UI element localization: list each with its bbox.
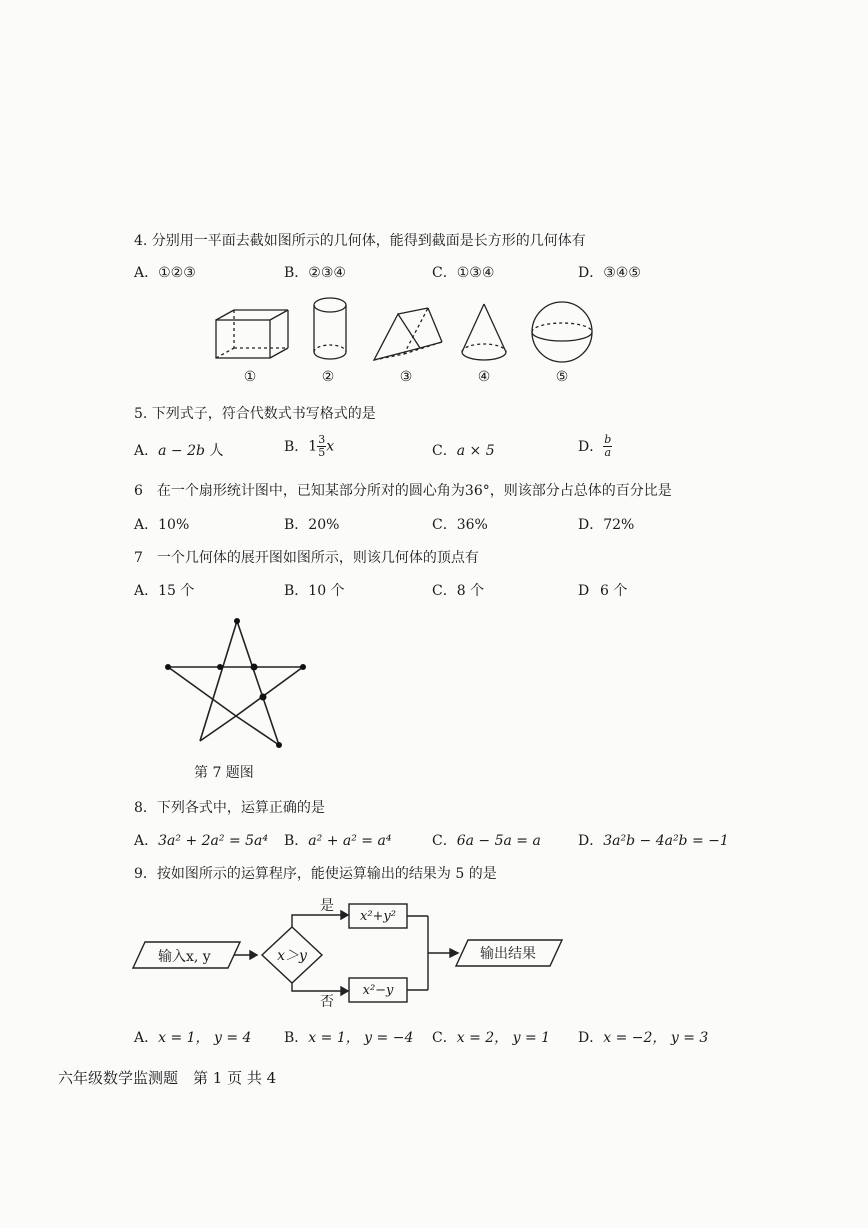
question-5-stem: 5. 下列式子，符合代数式书写格式的是 — [134, 406, 376, 422]
q8-option-b: B．a² + a² = a⁴ — [284, 833, 392, 849]
flow-input-label: 输入x, y — [158, 949, 211, 965]
q4-option-b: B．②③④ — [284, 265, 346, 281]
flow-condition-label: x＞y — [277, 948, 307, 964]
question-4-options — [134, 262, 754, 286]
q5-option-c: C．a × 5 — [432, 443, 495, 459]
q5-option-a: A．a − 2b 人 — [134, 443, 224, 459]
q4-option-a: A．①②③ — [134, 265, 196, 281]
q4-option-d: D．③④⑤ — [578, 265, 641, 281]
q6-option-a: A．10% — [134, 517, 190, 533]
q4-solids-figure — [0, 290, 868, 390]
q9-option-a: A．x = 1， y = 4 — [134, 1030, 252, 1046]
question-7-stem: 7 一个几何体的展开图如图所示，则该几何体的顶点有 — [134, 550, 479, 566]
question-8-options — [134, 830, 754, 854]
flow-yes-operation: x²+y² — [360, 909, 396, 924]
flow-output-label: 输出结果 — [480, 946, 536, 962]
question-7-options — [134, 580, 754, 604]
flow-no-label: 否 — [320, 994, 334, 1010]
page-footer: 六年级数学监测题 第 1 页 共 4 — [58, 1069, 277, 1087]
solid-label-1: ① — [243, 369, 257, 385]
question-9-stem: 9．按如图所示的运算程序，能使运算输出的结果为 5 的是 — [134, 866, 497, 882]
q8-option-a: A．3a² + 2a² = 5a⁴ — [134, 833, 268, 849]
sphere-shape — [532, 302, 592, 362]
question-8-stem: 8．下列各式中，运算正确的是 — [134, 800, 325, 816]
question-6-options — [134, 514, 754, 538]
star-net-figure — [0, 615, 868, 755]
q9-option-b: B．x = 1， y = −4 — [284, 1030, 414, 1046]
cone-shape — [462, 304, 506, 360]
question-6-stem: 6 在一个扇形统计图中，已知某部分所对的圆心角为36°，则该部分占总体的百分比是 — [134, 483, 672, 499]
cylinder-shape — [314, 298, 346, 359]
solid-label-4: ④ — [477, 369, 491, 385]
q7-option-b: B．10 个 — [284, 583, 345, 599]
prism-shape — [374, 308, 442, 360]
q6-option-d: D．72% — [578, 517, 635, 533]
solid-label-5: ⑤ — [555, 369, 569, 385]
q8-option-d: D．3a²b − 4a²b = −1 — [578, 833, 729, 849]
question-9-options — [134, 1027, 754, 1051]
q6-option-b: B．20% — [284, 517, 340, 533]
q5-option-b: B．1 $\frac{3}{5}$ x — [284, 433, 335, 459]
q7-figure-caption: 第 7 题图 — [194, 765, 254, 781]
q7-option-d: D 6 个 — [578, 583, 628, 599]
q7-option-a: A．15 个 — [134, 583, 195, 599]
q4-option-c: C．①③④ — [432, 265, 495, 281]
q7-option-c: C．8 个 — [432, 583, 485, 599]
q9-flowchart — [0, 895, 868, 1015]
flow-yes-label: 是 — [320, 898, 334, 914]
question-5-options — [134, 433, 754, 472]
flow-no-operation: x²−y — [362, 983, 394, 998]
solid-label-3: ③ — [399, 369, 413, 385]
q8-option-c: C．6a − 5a = a — [432, 833, 541, 849]
solid-label-2: ② — [321, 369, 335, 385]
q9-option-c: C．x = 2， y = 1 — [432, 1030, 551, 1046]
q5-option-d: D． $\frac{b}{a}$ — [578, 433, 612, 459]
cuboid-shape — [216, 310, 288, 358]
q6-option-c: C．36% — [432, 517, 488, 533]
q9-option-d: D．x = −2， y = 3 — [578, 1030, 709, 1046]
question-4-stem: 4. 分别用一平面去截如图所示的几何体，能得到截面是长方形的几何体有 — [134, 233, 586, 249]
